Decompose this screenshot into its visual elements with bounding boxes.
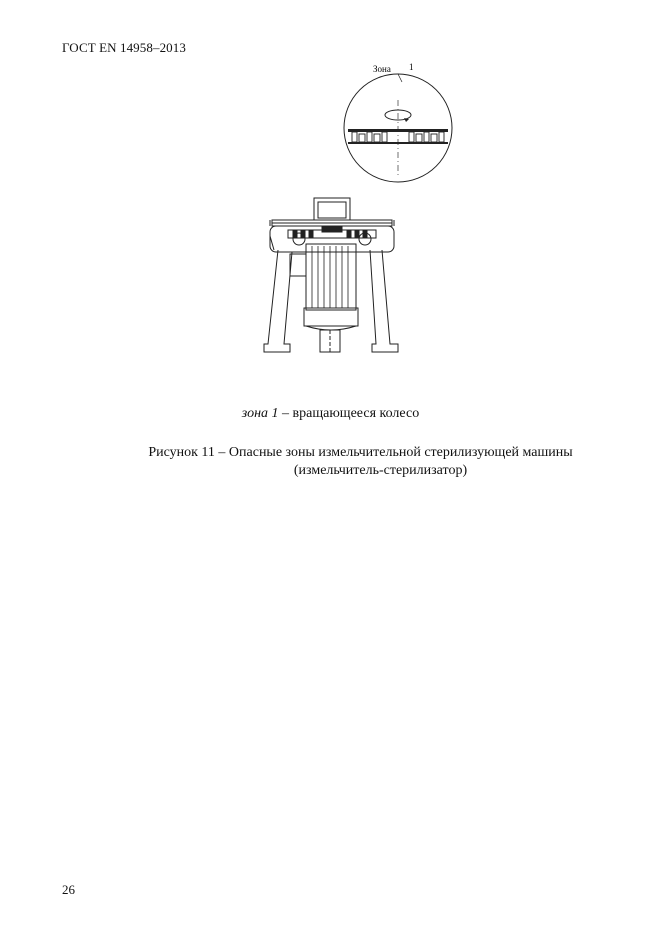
- document-header: ГОСТ EN 14958–2013: [62, 40, 186, 55]
- zone-label: Зона: [373, 64, 391, 74]
- caption-line-2: (измельчитель-стерилизатор): [293, 463, 468, 478]
- machine-body: [264, 198, 398, 352]
- caption-line-1: Рисунок 11 – Опасные зоны измельчительной стерилизующей машины: [148, 445, 573, 460]
- page-number: 26: [62, 882, 75, 897]
- zone-detail-circle: [344, 74, 452, 182]
- figure-caption: [0, 444, 661, 480]
- legend-term: зона 1: [241, 406, 279, 421]
- machine-drawing: [250, 58, 414, 358]
- legend-description: – вращающееся колесо: [278, 406, 420, 421]
- zone-number: 1: [409, 62, 414, 72]
- zone-leader-line: [398, 74, 402, 82]
- figure-legend: [0, 406, 661, 422]
